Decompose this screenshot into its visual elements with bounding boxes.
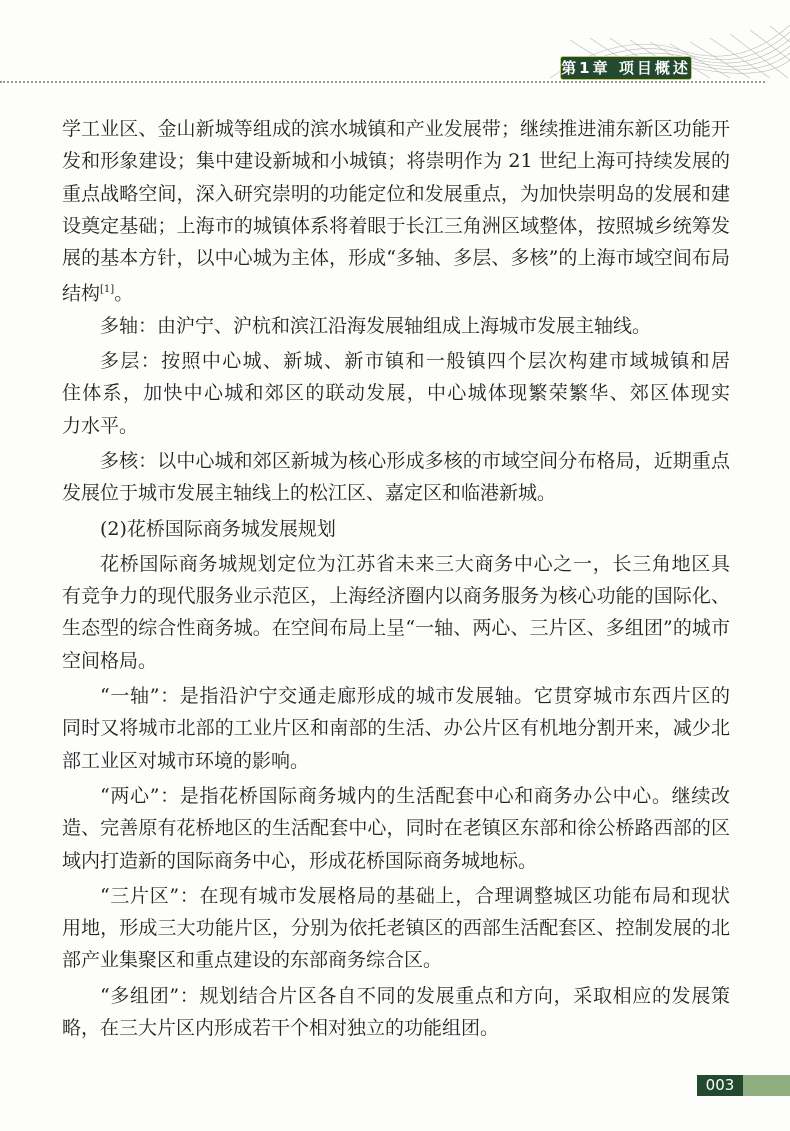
paragraph	[62, 113, 730, 307]
header-dotted-divider	[0, 81, 765, 83]
text-line	[62, 680, 730, 712]
text-line	[62, 345, 730, 377]
text-line-content: 多层：按照中心城、新城、新市镇和一般镇四个层次构建市域城镇和居	[100, 350, 730, 373]
text-line	[62, 548, 730, 580]
text-line	[62, 410, 730, 442]
text-line	[62, 812, 730, 844]
text-line-content: 用地，形成三大功能片区，分别为依托老镇区的西部生活配套区、控制发展的北	[62, 917, 730, 940]
citation-reference: [1]	[100, 284, 115, 296]
text-line	[62, 445, 730, 477]
text-line-content: “一轴”：是指沿沪宁交通走廊形成的城市发展轴。它贯穿城市东西片区的	[100, 685, 730, 708]
paragraph	[62, 310, 730, 342]
text-line	[62, 178, 730, 210]
chapter-header-badge: 第1章 项目概述	[560, 56, 692, 80]
text-line-content: 力水平。	[62, 414, 139, 437]
text-line-content: 空间格局。	[62, 649, 158, 672]
text-line	[62, 912, 730, 944]
text-line-content: 学工业区、金山新城等组成的滨水城镇和产业发展带；继续推进浦东新区功能开	[62, 118, 730, 140]
text-line-content: “三片区”：在现有城市发展格局的基础上，合理调整城区功能布局和现状	[100, 884, 730, 907]
sentence-end: 。	[114, 282, 134, 305]
text-line-content: “多组团”：规划结合片区各自不同的发展重点和方向，采取相应的发展策	[100, 984, 730, 1007]
text-line-content: 重点战略空间，深入研究崇明的功能定位和发展重点，为加快崇明岛的发展和建	[62, 182, 730, 205]
text-line-content: 部工业区对城市环境的影响。	[62, 749, 310, 772]
text-line-content: 部产业集聚区和重点建设的东部商务综合区。	[62, 949, 443, 972]
text-line	[62, 880, 730, 912]
paragraph	[62, 980, 730, 1045]
text-line	[62, 477, 730, 509]
text-line	[62, 242, 730, 274]
paragraph	[62, 680, 730, 777]
text-line	[62, 580, 730, 612]
text-line-content: 略，在三大片区内形成若干个相对独立的功能组团。	[62, 1017, 500, 1040]
text-line	[62, 780, 730, 812]
text-line	[62, 513, 730, 545]
text-line	[62, 645, 730, 677]
text-line	[62, 612, 730, 644]
text-line	[62, 980, 730, 1012]
page-number-bar	[743, 1075, 790, 1096]
text-line	[62, 712, 730, 744]
text-line-content: 同时又将城市北部的工业片区和南部的生活、办公片区有机地分割开来，减少北	[62, 717, 730, 740]
text-line-content: 结构	[62, 282, 101, 305]
paragraph	[62, 513, 730, 545]
text-line-content: 多轴：由沪宁、沪杭和滨江沿海发展轴组成上海城市发展主轴线。	[100, 314, 652, 337]
text-line-content: 设奠定基础；上海市的城镇体系将着眼于长江三角洲区域整体，按照城乡统筹发	[62, 214, 730, 237]
text-line	[62, 944, 730, 976]
text-line	[62, 1012, 730, 1044]
text-line	[62, 274, 730, 306]
text-line-content: 有竞争力的现代服务业示范区，上海经济圈内以商务服务为核心功能的国际化、	[62, 585, 730, 608]
paragraph	[62, 780, 730, 877]
page-number: 003	[697, 1075, 743, 1096]
text-line	[62, 377, 730, 409]
text-line-content: 发和形象建设；集中建设新城和小城镇；将崇明作为 21 世纪上海可持续发展的	[62, 150, 730, 173]
text-line-content: 展的基本方针，以中心城为主体，形成“多轴、多层、多核”的上海市域空间布局	[62, 247, 730, 270]
text-line	[62, 310, 730, 342]
text-line-content: (2)花桥国际商务城发展规划	[100, 517, 336, 540]
text-line-content: 多核：以中心城和郊区新城为核心形成多核的市域空间分布格局，近期重点	[100, 449, 730, 472]
text-line-content: 造、完善原有花桥地区的生活配套中心，同时在老镇区东部和徐公桥路西部的区	[62, 817, 730, 840]
text-line-content: “两心”：是指花桥国际商务城内的生活配套中心和商务办公中心。继续改	[100, 784, 730, 807]
body-text	[62, 113, 730, 1047]
text-line-content: 住体系，加快中心城和郊区的联动发展，中心城体现繁荣繁华、郊区体现实	[62, 382, 730, 405]
text-line-content: 发展位于城市发展主轴线上的松江区、嘉定区和临港新城。	[62, 482, 557, 505]
text-line-content: 生态型的综合性商务城。在空间布局上呈“一轴、两心、三片区、多组团”的城市	[62, 617, 730, 640]
paragraph	[62, 445, 730, 510]
text-line	[62, 113, 730, 145]
text-line	[62, 210, 730, 242]
text-line	[62, 845, 730, 877]
text-line	[62, 145, 730, 177]
text-line-content: 域内打造新的国际商务中心，形成花桥国际商务城地标。	[62, 849, 538, 872]
text-line	[62, 745, 730, 777]
paragraph	[62, 880, 730, 977]
paragraph	[62, 548, 730, 677]
text-line-content: 花桥国际商务城规划定位为江苏省未来三大商务中心之一，长三角地区具	[100, 552, 730, 575]
paragraph	[62, 345, 730, 442]
